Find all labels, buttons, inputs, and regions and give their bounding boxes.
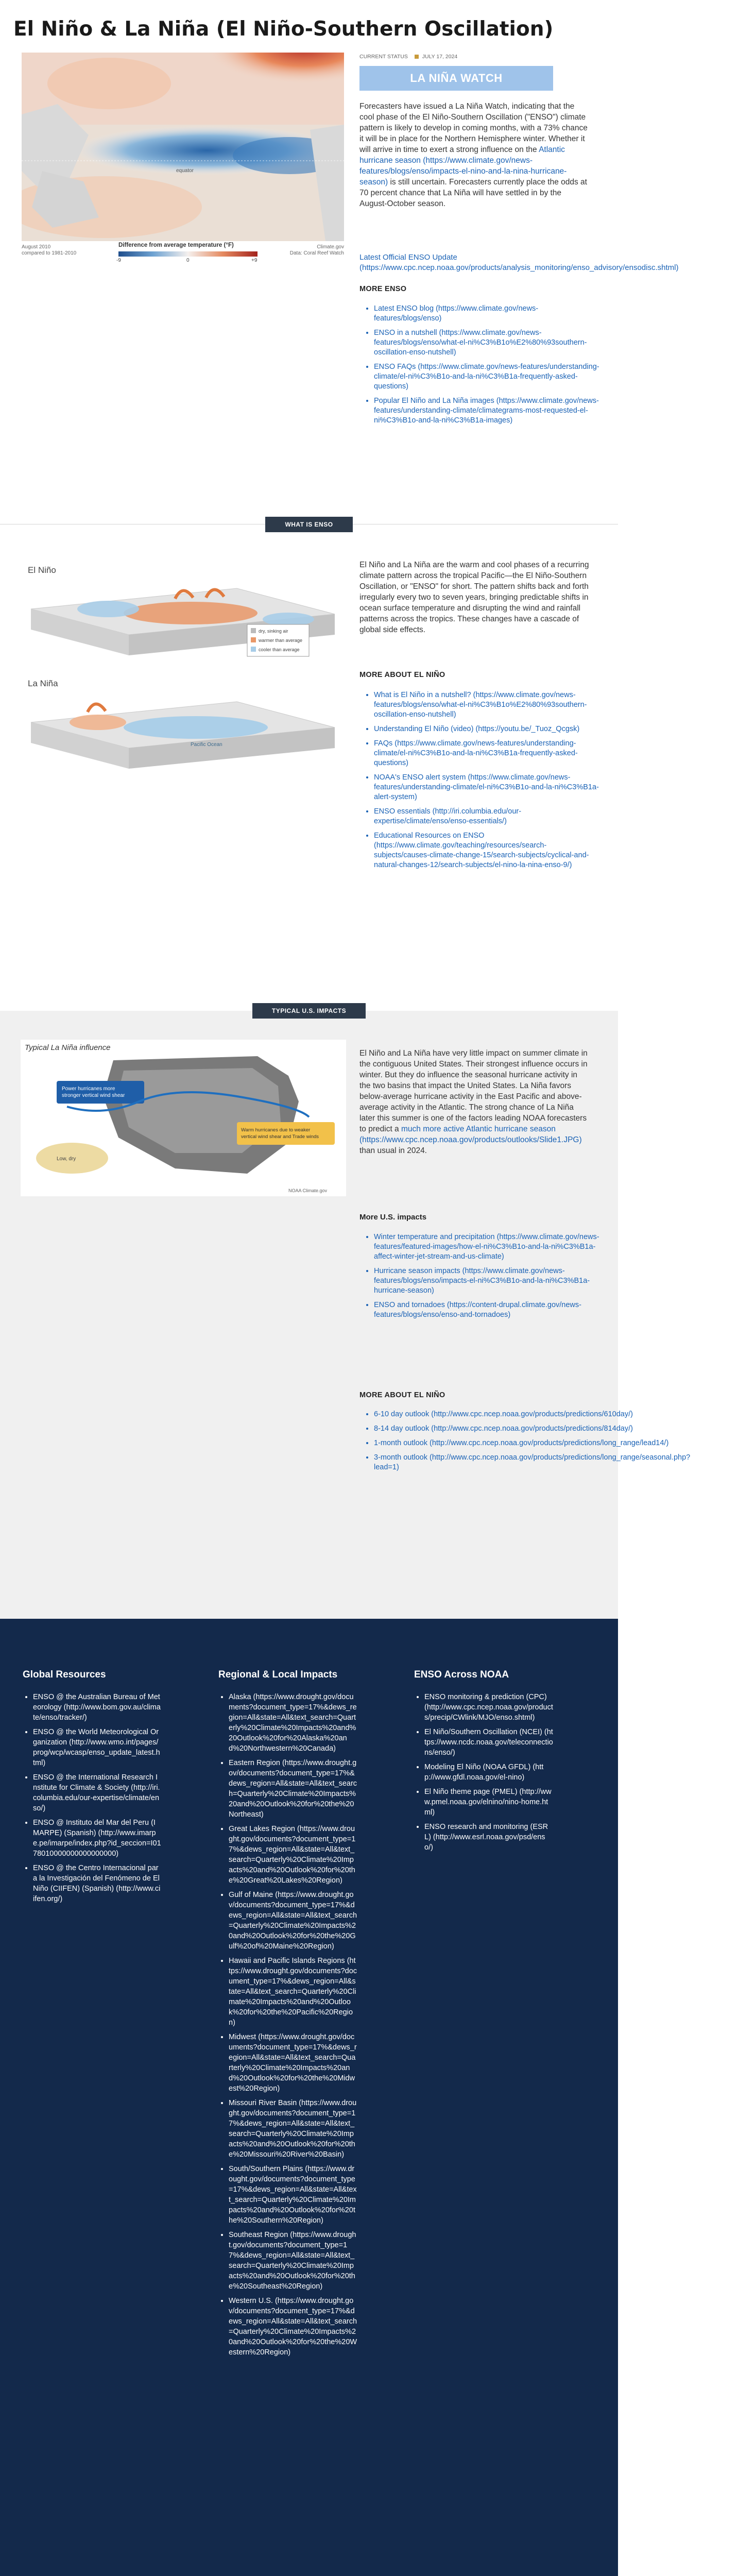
sst-map-image bbox=[22, 53, 344, 241]
la-nina-diagram-label: La Niña bbox=[28, 679, 58, 688]
list-item bbox=[229, 1692, 357, 1754]
list-item bbox=[374, 1300, 600, 1320]
faqs-link[interactable]: FAQs (https://www.climate.gov/news-features/understanding-climate/el-ni%C3%B1o-and-la-ni%C3%B1a-frequently-asked-questions) bbox=[374, 739, 578, 767]
list-item bbox=[33, 1818, 162, 1859]
what-is-paragraph: El Niño and La Niña are the warm and cool phases of a recurring climate pattern across the tropical Pacific—the El Niño-Southern Oscillation, or "ENSO" for short. The pattern shifts back and forth irregularly every two to seven years, bringing predictable shifts in ocean surface temperature and disrupting the wind and rainfall patterns across the tropics. These changes have a cascade of global side effects. bbox=[359, 561, 589, 634]
atlantic-hurricane-link[interactable]: Atlantic hurricane season (https://www.climate.gov/news-features/blogs/enso/impacts-el-nino-and-la-nina-hurricane-season) bbox=[359, 145, 567, 187]
outlook-6-10-day-link[interactable]: 6-10 day outlook (http://www.cpc.ncep.noaa.gov/products/predictions/610day/) bbox=[374, 1410, 633, 1418]
legend-dry-air: dry, sinking air bbox=[259, 629, 288, 634]
eastern-region-link[interactable]: Eastern Region (https://www.drought.gov/documents?document_type=17%&dews_region=All&state=All&text_search=Quarterly%20Climate%20Impacts%20and%20Outlook%20for%20the%20Northeast) bbox=[229, 1759, 357, 1819]
el-nino-nutshell-link[interactable]: What is El Niño in a nutshell? (https://www.climate.gov/news-features/blogs/enso/what-el-ni%C3%B1o%E2%80%93southern-oscillation-enso-nutshell) bbox=[374, 691, 587, 719]
scale-tick-min: -9 bbox=[116, 258, 121, 263]
list-item bbox=[374, 724, 600, 734]
enso-faqs-link[interactable]: ENSO FAQs (https://www.climate.gov/news-features/understanding-climate/el-ni%C3%B1o-and-la-ni%C3%B1a-frequently-asked-questions) bbox=[374, 363, 599, 391]
enso-diagram-image bbox=[21, 557, 345, 779]
list-item bbox=[33, 1692, 162, 1723]
global-resources-list bbox=[23, 1692, 162, 1904]
regional-impacts-heading: Regional & Local Impacts bbox=[218, 1669, 338, 1680]
outlook-8-14-day-link[interactable]: 8-14 day outlook (http://www.cpc.ncep.noaa.gov/products/predictions/814day/) bbox=[374, 1425, 633, 1433]
list-item bbox=[374, 773, 600, 802]
outlooks-list bbox=[359, 1410, 714, 1477]
list-item bbox=[374, 831, 600, 870]
latest-enso-blog-link[interactable]: Latest ENSO blog (https://www.climate.gov/news-features/blogs/enso) bbox=[374, 304, 539, 323]
resources-footer bbox=[0, 1619, 618, 2576]
ncei-link[interactable]: El Niño/Southern Oscillation (NCEI) (https://www.ncdc.noaa.gov/teleconnections/enso/) bbox=[424, 1728, 553, 1757]
list-item bbox=[33, 1863, 162, 1904]
legend-warmer: warmer than average bbox=[259, 638, 303, 643]
temperature-color-scale bbox=[118, 251, 258, 257]
low-dry-label: Low, dry bbox=[57, 1156, 76, 1162]
calendar-icon bbox=[415, 55, 419, 59]
cpc-link[interactable]: ENSO monitoring & prediction (CPC) (http://www.cpc.ncep.noaa.gov/products/precip/CWlink/MJO/enso.shtml) bbox=[424, 1693, 553, 1722]
list-item bbox=[33, 1727, 162, 1768]
missouri-river-link[interactable]: Missouri River Basin (https://www.drought.gov/documents?document_type=17%&dews_region=All&state=All&text_search=Quarterly%20Climate%20Impacts%20and%20Outlook%20for%20the%20Missouri%20River%20Basin) bbox=[229, 2099, 357, 2159]
list-item bbox=[229, 1758, 357, 1820]
wmo-link[interactable]: ENSO @ the World Meteorological Organization (http://www.wmo.int/pages/prog/wcp/wcasp/enso_update_latest.html) bbox=[33, 1728, 160, 1767]
iri-link[interactable]: ENSO @ the International Research Institute for Climate & Society (http://iri.columbia.edu/our-expertise/climate/enso/) bbox=[33, 1773, 160, 1812]
hurricane-season-impacts-link[interactable]: Hurricane season impacts (https://www.climate.gov/news-features/blogs/enso/impacts-el-ni%C3%B1o-and-la-ni%C3%B1a-hurricane-season) bbox=[374, 1267, 590, 1295]
global-resources-column bbox=[23, 1669, 162, 1908]
typical-impacts-label: TYPICAL U.S. IMPACTS bbox=[252, 1003, 366, 1019]
warm-hurricanes-label: Warm hurricanes due to weaker vertical wind shear and Trade winds bbox=[241, 1127, 319, 1140]
more-about-el-nino-heading: MORE ABOUT EL NIÑO bbox=[359, 671, 445, 679]
map-note-right: Climate.gov Data: Coral Reef Watch bbox=[289, 244, 344, 256]
list-item bbox=[374, 1453, 714, 1472]
el-nino-diagram-label: El Niño bbox=[28, 565, 56, 575]
official-enso-update-link[interactable]: Latest Official ENSO Update (https://www.cpc.ncep.noaa.gov/products/analysis_monitoring/enso_advisory/ensodisc.shtml) bbox=[359, 253, 679, 272]
list-item bbox=[374, 304, 600, 324]
noaa-column bbox=[414, 1669, 553, 1857]
status-date: JULY 17, 2024 bbox=[422, 54, 458, 60]
pacific-ocean-label: Pacific Ocean bbox=[191, 742, 222, 748]
hawaii-pacific-link[interactable]: Hawaii and Pacific Islands Regions (https://www.drought.gov/documents?document_type=17%&dews_region=All&state=All&text_search=Quarterly%20Climate%20Impacts%20and%20Outlook%20for%20the%20Pacific%20Region) bbox=[229, 1957, 357, 2027]
scale-tick-max: +9 bbox=[251, 258, 258, 263]
sst-anomaly-map bbox=[22, 53, 344, 241]
current-status-label: CURRENT STATUS bbox=[359, 54, 408, 60]
list-item bbox=[229, 2164, 357, 2226]
power-hurricanes-label: Power hurricanes more stronger vertical wind shear bbox=[62, 1086, 125, 1098]
enso-essentials-link[interactable]: ENSO essentials (http://iri.columbia.edu/our-expertise/climate/enso/enso-essentials/) bbox=[374, 807, 522, 825]
list-item bbox=[374, 807, 600, 826]
list-item bbox=[374, 1424, 714, 1434]
enso-across-noaa-list bbox=[414, 1692, 553, 1853]
more-about-el-nino-list bbox=[359, 690, 600, 875]
status-paragraph: Forecasters have issued a La Niña Watch, indicating that the cool phase of the El Niño-Southern Oscillation ("ENSO") climate pattern is likely to develop in coming months, with a 73% chance it will be in place for the Northern Hemisphere winter. Whether it will arrive in time to exert a strong influence on the Atlantic hurricane season (https://www.climate.gov/news-features/blogs/enso/impacts-el-nino-and-la-nina-hurricane-season) is still uncertain. Forecasters currently place the odds at 70 percent chance that La Niña will have settled in by the August-October season. bbox=[359, 102, 588, 208]
list-item bbox=[374, 328, 600, 358]
list-item bbox=[229, 1824, 357, 1886]
list-item bbox=[229, 2032, 357, 2094]
great-lakes-link[interactable]: Great Lakes Region (https://www.drought.gov/documents?document_type=17%&dews_region=All&state=All&text_search=Quarterly%20Climate%20Impacts%20and%20Outlook%20for%20the%20Great%20Lakes%20Region) bbox=[229, 1825, 356, 1885]
list-item bbox=[424, 1692, 553, 1723]
influence-map-image bbox=[21, 1040, 346, 1196]
list-item bbox=[229, 1890, 357, 1952]
map-credit: NOAA Climate.gov bbox=[288, 1188, 328, 1193]
bom-link[interactable]: ENSO @ the Australian Bureau of Meteorology (http://www.bom.gov.au/climate/enso/tracker/) bbox=[33, 1693, 161, 1722]
list-item bbox=[374, 739, 600, 768]
outlooks-heading: MORE ABOUT EL NIÑO bbox=[359, 1391, 445, 1399]
enso-nutshell-link[interactable]: ENSO in a nutshell (https://www.climate.gov/news-features/blogs/enso/what-el-ni%C3%B1o%E2%80%93southern-oscillation-enso-nutshell) bbox=[374, 329, 587, 357]
list-item bbox=[374, 396, 600, 426]
alaska-link[interactable]: Alaska (https://www.drought.gov/documents?document_type=17%&dews_region=All&state=All&text_search=Quarterly%20Climate%20Impacts%20and%20Outlook%20for%20Alaska%20and%20Northwestern%20Canada) bbox=[229, 1693, 357, 1753]
legend-cooler: cooler than average bbox=[259, 647, 300, 652]
esrl-link[interactable]: ENSO research and monitoring (ESRL) (http://www.esrl.noaa.gov/psd/enso/) bbox=[424, 1823, 548, 1852]
list-item bbox=[424, 1822, 553, 1853]
more-enso-list bbox=[359, 304, 600, 430]
page-title: El Niño & La Niña (El Niño-Southern Oscillation) bbox=[13, 18, 554, 41]
list-item bbox=[374, 690, 600, 720]
label-line: vertical wind shear and Trade winds bbox=[241, 1134, 319, 1140]
ciifen-link[interactable]: ENSO @ the Centro Internacional para la Investigación del Fenómeno de El Niño (CIIFEN) (Spanish) (http://www.ciifen.org/) bbox=[33, 1864, 161, 1903]
outlook-3-month-link[interactable]: 3-month outlook (http://www.cpc.ncep.noaa.gov/products/predictions/long_range/seasonal.php?lead=1) bbox=[374, 1453, 691, 1471]
outlook-1-month-link[interactable]: 1-month outlook (http://www.cpc.ncep.noaa.gov/products/predictions/long_range/lead14/) bbox=[374, 1439, 669, 1447]
more-enso-heading: MORE ENSO bbox=[359, 285, 407, 293]
more-us-impacts-heading: More U.S. impacts bbox=[359, 1213, 427, 1222]
status-meta bbox=[359, 54, 457, 60]
what-is-enso-label: WHAT IS ENSO bbox=[265, 517, 353, 532]
la-nina-influence-map bbox=[21, 1040, 346, 1196]
list-item bbox=[374, 1438, 714, 1448]
pmel-link[interactable]: El Niño theme page (PMEL) (http://www.pmel.noaa.gov/elnino/nino-home.html) bbox=[424, 1788, 552, 1817]
list-item bbox=[374, 1266, 600, 1296]
list-item bbox=[374, 1232, 600, 1262]
imarpe-link[interactable]: ENSO @ Instituto del Mar del Peru (IMARPE) (Spanish) (http://www.imarpe.pe/imarpe/index.php?id_seccion=I0178010000000000000000) bbox=[33, 1819, 161, 1858]
regional-impacts-list bbox=[218, 1692, 357, 2358]
gulf-of-maine-link[interactable]: Gulf of Maine (https://www.drought.gov/documents?document_type=17%&dews_region=All&state=All&text_search=Quarterly%20Climate%20Impacts%20and%20Outlook%20for%20the%20Gulf%20of%20Maine%20Region) bbox=[229, 1891, 357, 1951]
enso-alert-system-link[interactable]: NOAA's ENSO alert system (https://www.climate.gov/news-features/understanding-climate/el-ni%C3%B1o-and-la-ni%C3%B1a-alert-system) bbox=[374, 773, 599, 801]
list-item bbox=[424, 1762, 553, 1783]
label-line: stronger vertical wind shear bbox=[62, 1093, 125, 1098]
enso-tornadoes-link[interactable]: ENSO and tornadoes (https://content-drupal.climate.gov/news-features/blogs/enso/enso-and-tornadoes) bbox=[374, 1301, 581, 1319]
status-badge: LA NIÑA WATCH bbox=[359, 66, 553, 91]
southern-plains-link[interactable]: South/Southern Plains (https://www.drought.gov/documents?document_type=17%&dews_region=All&state=All&text_search=Quarterly%20Climate%20Impacts%20and%20Outlook%20for%20the%20Southern%20Region) bbox=[229, 2165, 357, 2225]
list-item bbox=[229, 1956, 357, 2028]
list-item bbox=[229, 2230, 357, 2292]
map-note-left: August 2010 compared to 1981-2010 bbox=[22, 244, 77, 256]
midwest-link[interactable]: Midwest (https://www.drought.gov/documents?document_type=17%&dews_region=All&state=All&text_search=Quarterly%20Climate%20Impacts%20and%20Outlook%20for%20the%20Midwest%20Region) bbox=[229, 2033, 357, 2093]
popular-images-link[interactable]: Popular El Niño and La Niña images (https://www.climate.gov/news-features/understanding-climate/climategrams-most-requested-el-ni%C3%B1o-and-la-ni%C3%B1a-images) bbox=[374, 397, 599, 425]
enso-across-noaa-heading: ENSO Across NOAA bbox=[414, 1669, 509, 1680]
scale-tick-mid: 0 bbox=[186, 258, 190, 263]
winter-temperature-link[interactable]: Winter temperature and precipitation (https://www.climate.gov/news-features/featured-images/how-el-ni%C3%B1o-and-la-ni%C3%B1a-affect-winter-jet-stream-and-us-climate) bbox=[374, 1233, 599, 1261]
list-item bbox=[229, 2098, 357, 2160]
list-item bbox=[229, 2296, 357, 2358]
list-item bbox=[424, 1787, 553, 1818]
impacts-paragraph: El Niño and La Niña have very little impact on summer climate in the contiguous United States. Their strongest influence occurs in winter. But they do influence the seasonal hurricane activity in the two basins that impact the United States. La Niña favors below-average hurricane activity in the East Pacific and above-average activity in the Atlantic. The strong chance of La Niña later this summer is one of the factors leading NOAA forecasters to predict a much more active Atlantic hurricane season (https://www.cpc.ncep.noaa.gov/products/outlooks/Slide1.JPG) than usual in 2024. bbox=[359, 1049, 588, 1155]
educational-resources-link[interactable]: Educational Resources on ENSO (https://www.climate.gov/teaching/resources/search-subjects/causes-climate-change-15/search-subjects/cyclical-and-natural-changes-12/search-subjects/el-nino-la-nina-enso-9/) bbox=[374, 832, 589, 869]
understanding-el-nino-video-link[interactable]: Understanding El Niño (video) (https://youtu.be/_Tuoz_Qcgsk) bbox=[374, 725, 580, 733]
southeast-link[interactable]: Southeast Region (https://www.drought.gov/documents?document_type=17%&dews_region=All&state=All&text_search=Quarterly%20Climate%20Impacts%20and%20Outlook%20for%20the%20Southeast%20Region) bbox=[229, 2231, 356, 2291]
enso-diagram bbox=[21, 557, 345, 779]
active-hurricane-season-link[interactable]: much more active Atlantic hurricane season (https://www.cpc.ncep.noaa.gov/products/outlooks/Slide1.JPG) bbox=[359, 1125, 582, 1144]
list-item bbox=[33, 1772, 162, 1814]
list-item bbox=[374, 1410, 714, 1419]
list-item bbox=[374, 362, 600, 392]
list-item bbox=[424, 1727, 553, 1758]
more-us-impacts-list bbox=[359, 1232, 600, 1325]
regional-impacts-column bbox=[218, 1669, 357, 2362]
global-resources-heading: Global Resources bbox=[23, 1669, 106, 1680]
influence-map-title: Typical La Niña influence bbox=[25, 1043, 111, 1052]
gfdl-link[interactable]: Modeling El Niño (NOAA GFDL) (http://www.gfdl.noaa.gov/el-nino) bbox=[424, 1763, 544, 1782]
temperature-scale-label: Difference from average temperature (°F) bbox=[118, 242, 234, 248]
western-us-link[interactable]: Western U.S. (https://www.drought.gov/documents?document_type=17%&dews_region=All&state=All&text_search=Quarterly%20Climate%20Impacts%20and%20Outlook%20for%20the%20Western%20Region) bbox=[229, 2297, 357, 2357]
equator-label: equator bbox=[176, 168, 194, 174]
